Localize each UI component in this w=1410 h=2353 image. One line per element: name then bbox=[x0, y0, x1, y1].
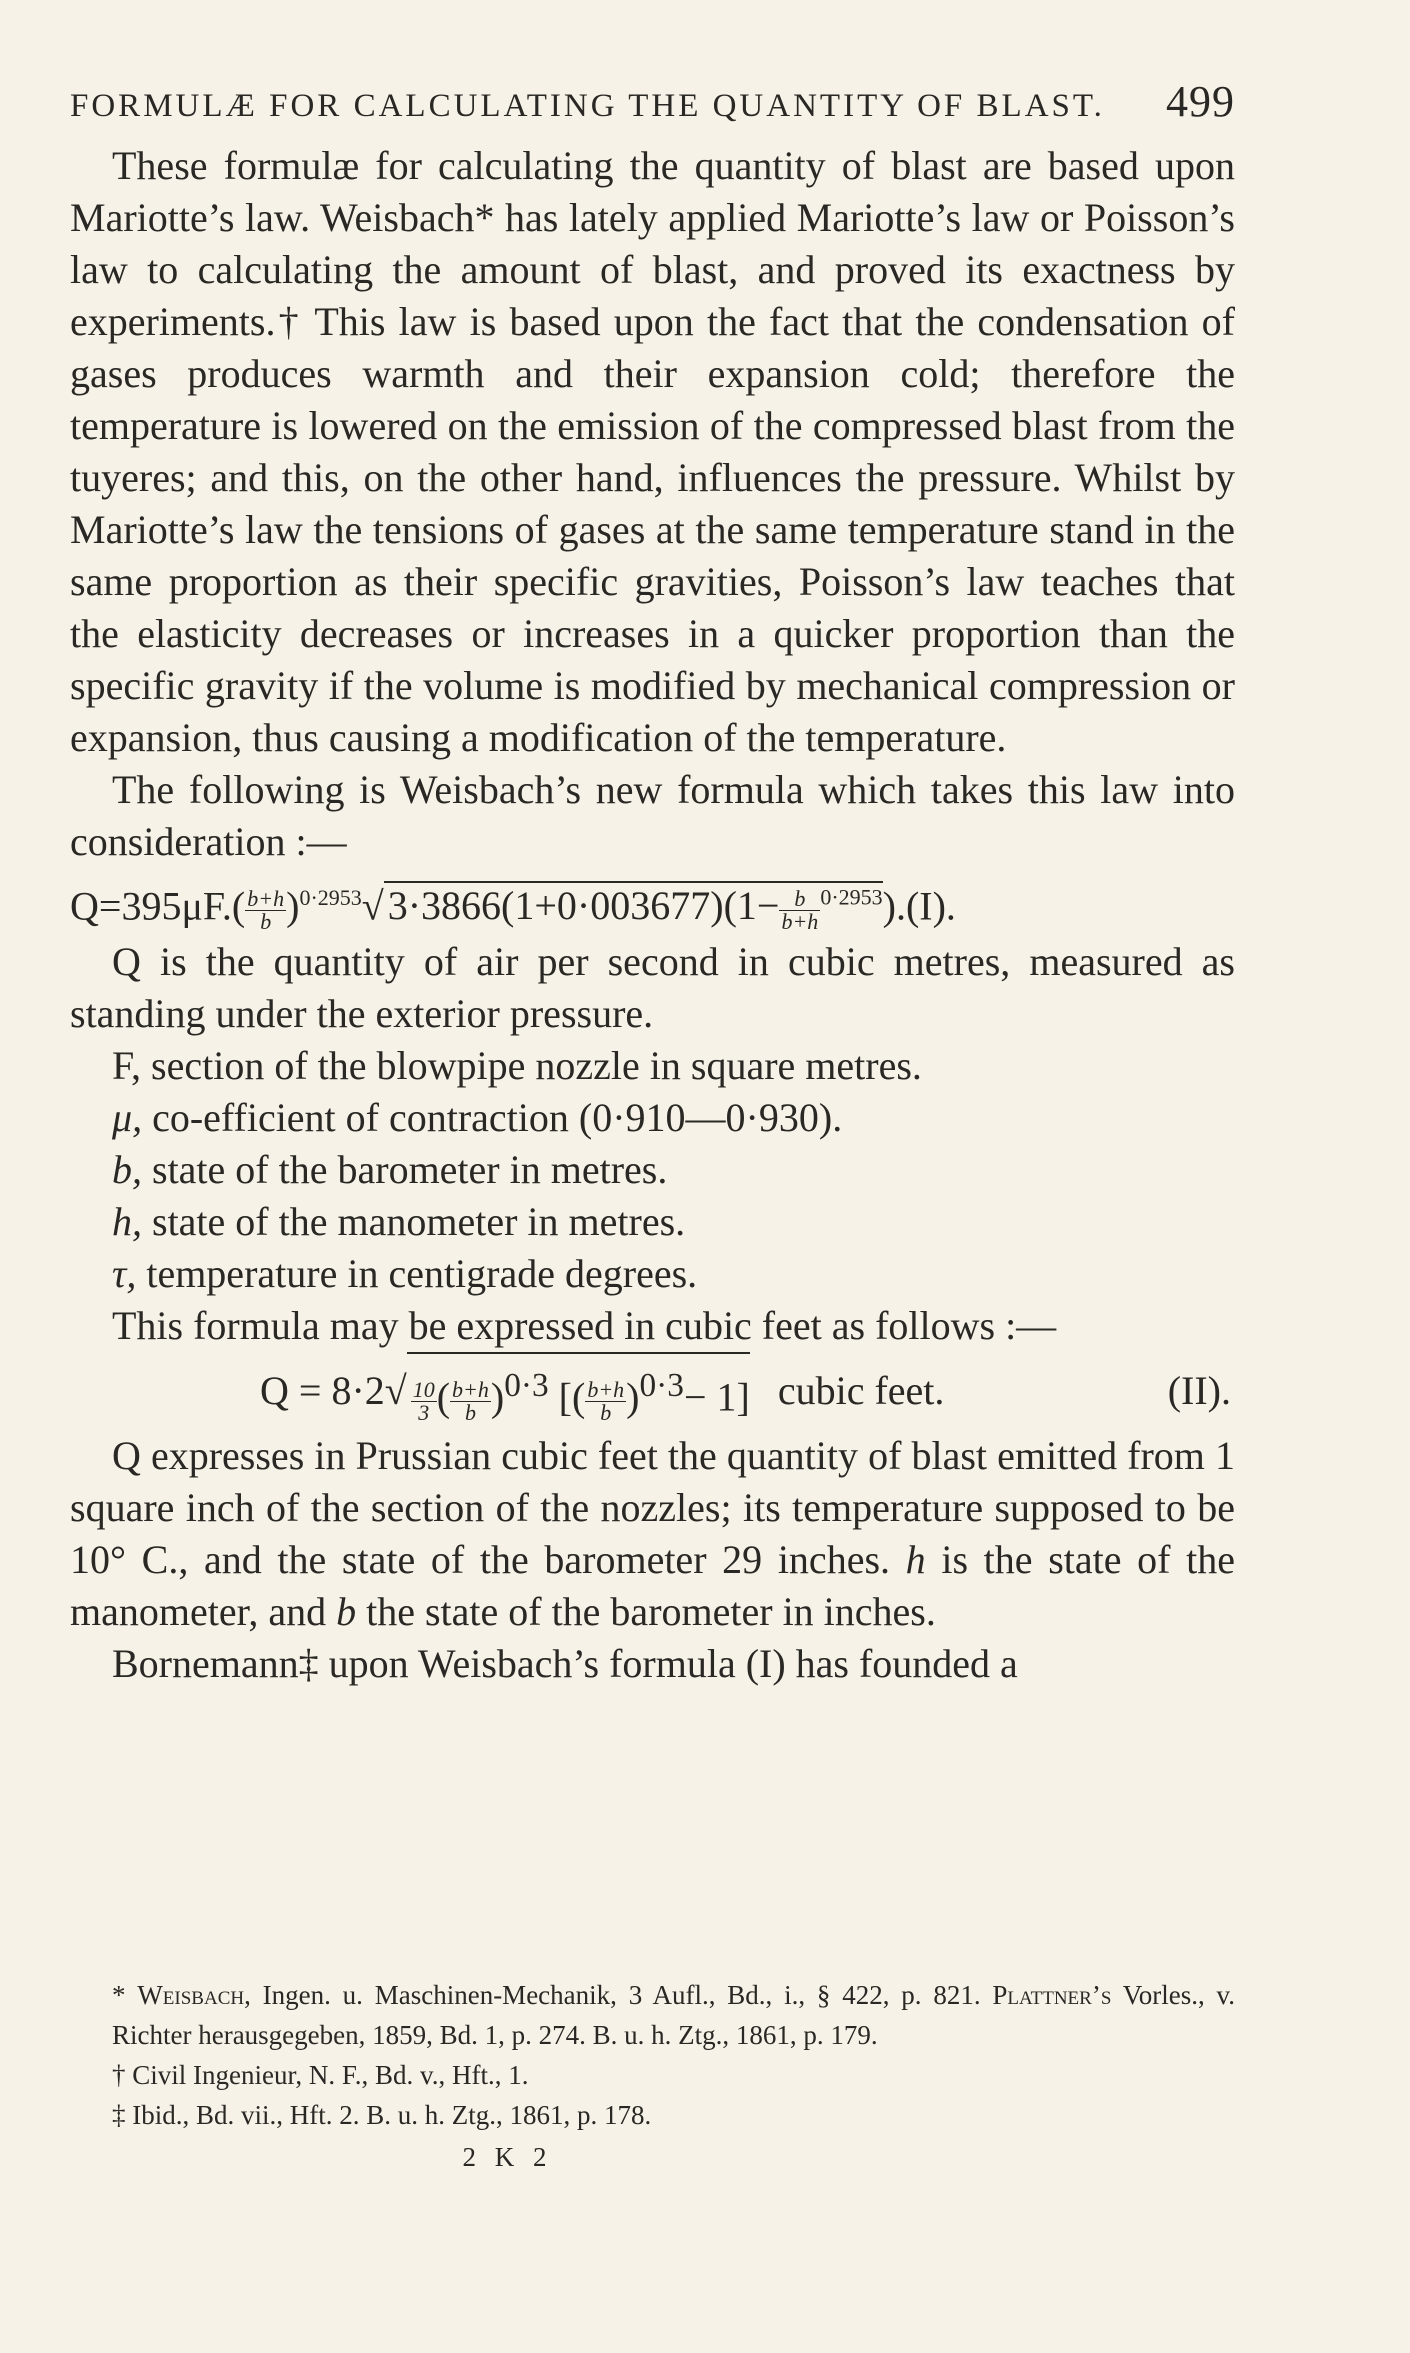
formula-2-bracket: [( bbox=[558, 1374, 586, 1420]
paragraph-5 bbox=[70, 1430, 1235, 1638]
definition-mu bbox=[70, 1092, 1235, 1144]
definition-b-symbol: b, bbox=[112, 1147, 142, 1193]
formula-1-exponent-2: 0·2953 bbox=[820, 885, 883, 910]
definition-tau bbox=[70, 1248, 1235, 1300]
formula-2-bracket-tail: − 1] bbox=[683, 1374, 750, 1420]
paragraph-5-text: Q expresses in Prussian cubic feet the quantity of blast emitted from 1 square inch of the section of the nozzles; its temperature supposed to be 10° C., and the state of the barometer 29 inches. bbox=[70, 1432, 1235, 1582]
formula-1-fraction-num: b+h bbox=[247, 885, 285, 911]
formula-2-inner-fraction bbox=[450, 1376, 491, 1425]
footnote-1-text-2: Vorles., v. Richter herausgegeben, 1859, Bd. 1, p. 274. B. u. h. Ztg., 1861, p. 179. bbox=[112, 1980, 1236, 2050]
formula-2: Q = 8·2 √ $\frac{10}{3}$ ( $\frac{b+h}{b}$ )$^{0\cdot 3}$ [( $\frac{b+h}{b}$ )$^{0\cdot 3}$− 1] cubic feet. (II). bbox=[70, 1352, 1235, 1429]
definition-mu-text: co-efficient of contraction (0·910—0·930). bbox=[142, 1095, 843, 1141]
formula-2-inner-den: b bbox=[464, 1399, 476, 1425]
formula-2-bracket-fraction bbox=[585, 1376, 626, 1425]
paragraph-5-h: h bbox=[905, 1536, 926, 1582]
formula-2-bracket-exponent: 0·3 bbox=[639, 1367, 684, 1405]
running-head bbox=[70, 76, 1235, 132]
definition-h bbox=[70, 1196, 1235, 1248]
formula-1-fraction-den: b bbox=[260, 908, 272, 934]
formula-1-fraction-2-den: b+h bbox=[781, 908, 819, 934]
formula-1-tail: ). bbox=[882, 883, 906, 929]
definition-tau-text: temperature in centigrade degrees. bbox=[136, 1251, 698, 1297]
page-number: 499 bbox=[1166, 77, 1235, 126]
paragraph-5-b: b bbox=[336, 1588, 357, 1634]
paragraph-3: Q is the quantity of air per second in cubic metres, measured as standing under the exterior pressure. bbox=[70, 939, 1235, 1037]
formula-2-fraction bbox=[411, 1376, 437, 1425]
definition-b-text: state of the barometer in metres. bbox=[142, 1147, 668, 1193]
formula-2-unit: cubic feet. bbox=[777, 1367, 945, 1413]
footnotes bbox=[70, 1975, 1235, 2177]
footnote-1-text: , Ingen. u. Maschinen-Mechanik, 3 Aufl., Bd., i., § 422, p. 821. bbox=[244, 1980, 981, 2010]
formula-2-bracket-num: b+h bbox=[587, 1376, 625, 1402]
paragraph-4: This formula may be expressed in cubic feet as follows :— bbox=[112, 1303, 1057, 1349]
footnote-1 bbox=[70, 1975, 1235, 2055]
definition-mu-symbol: μ, bbox=[112, 1095, 143, 1141]
signature-mark: 2 K 2 bbox=[462, 2142, 553, 2172]
formula-2-label: (II). bbox=[1167, 1367, 1231, 1413]
definition-h-text: state of the manometer in metres. bbox=[142, 1199, 686, 1245]
formula-1-fraction bbox=[245, 885, 286, 934]
paragraph-6: Bornemann‡ upon Weisbach’s formula (I) has founded a bbox=[112, 1640, 1018, 1686]
formula-1-radical-body: 3·3866(1+0·003677)(1− bbox=[387, 883, 780, 929]
formula-2-fraction-num: 10 bbox=[412, 1376, 435, 1402]
definition-b bbox=[70, 1144, 1235, 1196]
formula-2-radical: $\frac{10}{3}$ ( $\frac{b+h}{b}$ )$^{0\cdot 3}$ [( $\frac{b+h}{b}$ )$^{0\cdot 3}$− 1] bbox=[407, 1352, 750, 1429]
formula-1-label: (I). bbox=[905, 883, 956, 929]
paragraph-5-end: the state of the barometer in inches. bbox=[356, 1588, 936, 1634]
formula-1-fraction-2 bbox=[779, 885, 820, 934]
formula-1-fraction-2-num: b bbox=[779, 888, 820, 911]
formula-2-lhs: Q = 8·2 bbox=[260, 1367, 385, 1413]
paragraph-2: The following is Weisbach’s new formula which takes this law into consideration :— bbox=[70, 767, 1235, 864]
running-head-title: FORMULÆ FOR CALCULATING THE QUANTITY OF BLAST. bbox=[70, 88, 1105, 124]
formula-2-inner-num: b+h bbox=[452, 1376, 489, 1402]
footnote-2: † Civil Ingenieur, N. F., Bd. v., Hft., 1. bbox=[112, 2060, 529, 2090]
footnote-1-mark: * bbox=[112, 1980, 126, 2010]
formula-2-fraction-den: 3 bbox=[418, 1399, 430, 1425]
definition-F: F, section of the blowpipe nozzle in square metres. bbox=[112, 1043, 922, 1089]
formula-2-exponent: 0·3 bbox=[504, 1367, 549, 1405]
paragraph-5-mid: is the state of the manometer, and bbox=[70, 1536, 1235, 1634]
page-content bbox=[70, 76, 1235, 1690]
footnote-3: ‡ Ibid., Bd. vii., Hft. 2. B. u. h. Ztg., 1861, p. 178. bbox=[112, 2100, 652, 2130]
formula-1: Q=395μF.( $\frac{b+h}{b}$ )$^{0\cdot 2953}$√ 3·3866(1+0·003677)(1− $\frac{b}{b+h}$ $^{0\cdot 2953}$).(I). bbox=[70, 883, 956, 934]
definition-h-symbol: h, bbox=[112, 1199, 142, 1245]
definition-tau-symbol: τ, bbox=[112, 1251, 137, 1297]
formula-1-exponent: 0·2953 bbox=[299, 885, 362, 910]
footnote-1-author: Weisbach bbox=[137, 1980, 245, 2010]
footnote-1-author-2: Plattner’s bbox=[992, 1980, 1112, 2010]
formula-1-lhs: Q=395μF.( bbox=[70, 883, 246, 929]
formula-2-bracket-den: b bbox=[600, 1399, 612, 1425]
paragraph-1: These formulæ for calculating the quantity of blast are based upon Mariotte’s law. Weisbach* has lately applied Mariotte’s law or Poisson’s law to calculating the amount of blast, and proved its exactness by experiments.† This law is based upon the fact that the condensation of gases produces warmth and their expansion cold; therefore the temperature is lowered on the emission of the compressed blast from the tuyeres; and this, on the other hand, influences the pressure. Whilst by Mariotte’s law the tensions of gases at the same temperature stand in the same proportion as their specific gravities, Poisson’s law teaches that the elasticity decreases or increases in a quicker proportion than the specific gravity if the volume is modified by mechanical compression or expansion, thus causing a modification of the temperature. bbox=[70, 143, 1235, 760]
